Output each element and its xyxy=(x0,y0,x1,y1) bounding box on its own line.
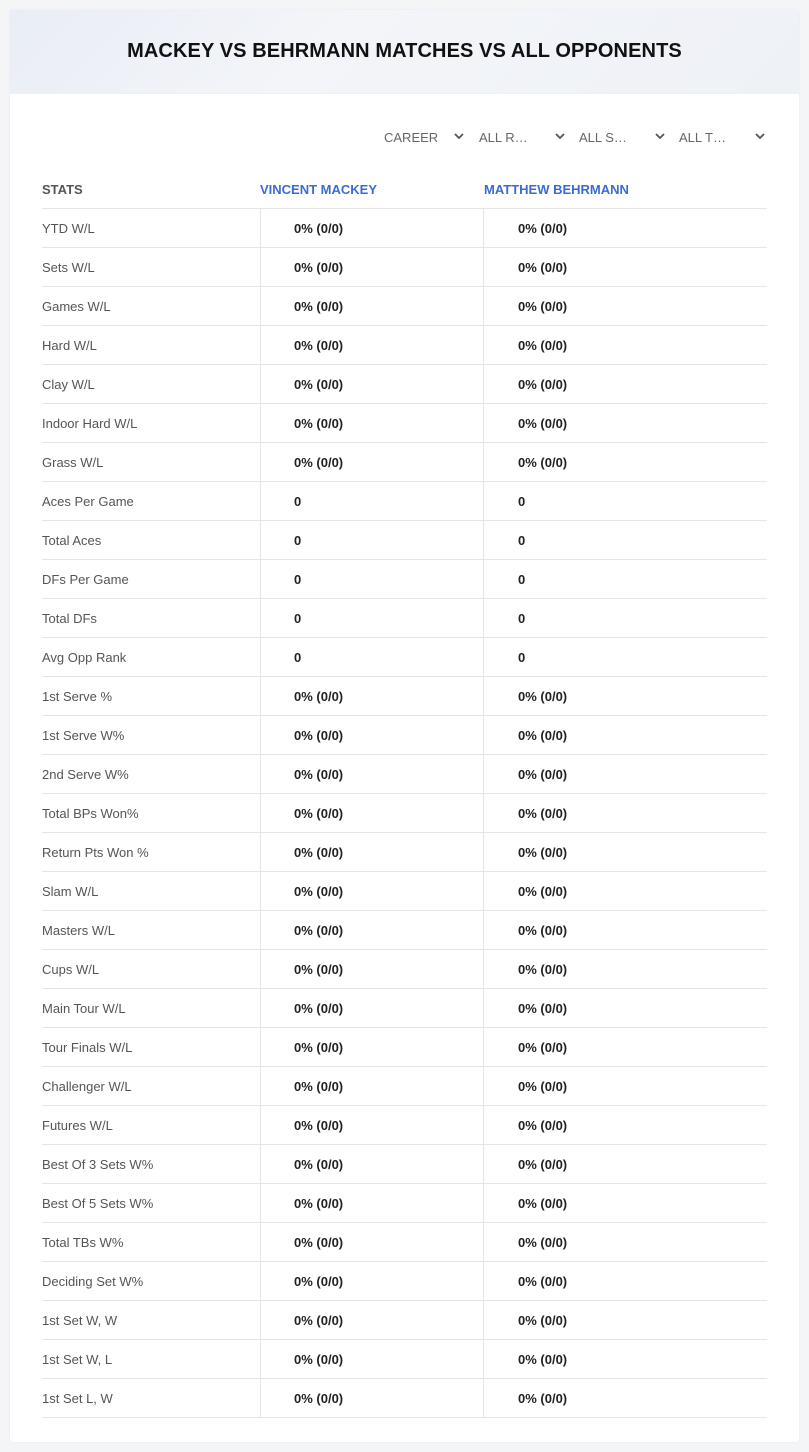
player2-value: 0% (0/0) xyxy=(483,1223,767,1261)
player2-value: 0% (0/0) xyxy=(483,911,767,949)
player1-link[interactable]: VINCENT MACKEY xyxy=(260,181,378,197)
table-row xyxy=(42,209,767,248)
player1-value: 0% (0/0) xyxy=(260,1028,484,1066)
player2-value: 0% (0/0) xyxy=(483,1262,767,1300)
player2-value: 0 xyxy=(483,521,767,559)
chevron-down-icon xyxy=(454,131,464,141)
row-label: 1st Set W, L xyxy=(42,1351,113,1367)
table-row xyxy=(42,1145,767,1184)
player1-value: 0% (0/0) xyxy=(260,911,484,949)
row-label: Games W/L xyxy=(42,298,111,314)
row-label: Total DFs xyxy=(42,610,97,626)
table-row xyxy=(42,1223,767,1262)
player1-value: 0% (0/0) xyxy=(260,443,484,481)
row-label: YTD W/L xyxy=(42,220,95,236)
career-filter[interactable] xyxy=(384,126,464,148)
round-filter[interactable] xyxy=(479,126,565,148)
stats-table xyxy=(42,169,767,1418)
table-row xyxy=(42,521,767,560)
player1-value: 0% (0/0) xyxy=(260,794,484,832)
player2-value: 0% (0/0) xyxy=(483,755,767,793)
player1-value: 0% (0/0) xyxy=(260,872,484,910)
player2-value: 0% (0/0) xyxy=(483,1145,767,1183)
table-header xyxy=(42,169,767,209)
player1-value: 0% (0/0) xyxy=(260,716,484,754)
player2-value: 0% (0/0) xyxy=(483,1067,767,1105)
player2-value: 0% (0/0) xyxy=(483,1340,767,1378)
table-row xyxy=(42,989,767,1028)
table-row xyxy=(42,638,767,677)
player2-value: 0% (0/0) xyxy=(483,404,767,442)
table-row xyxy=(42,833,767,872)
table-body xyxy=(42,209,767,1418)
player2-value: 0% (0/0) xyxy=(483,287,767,325)
round-filter-value: ALL R… xyxy=(479,129,528,145)
tournament-filter[interactable] xyxy=(679,126,765,148)
player2-value: 0% (0/0) xyxy=(483,794,767,832)
chevron-down-icon xyxy=(755,131,765,141)
row-label: Challenger W/L xyxy=(42,1078,132,1094)
player1-value: 0% (0/0) xyxy=(260,404,484,442)
player1-value: 0% (0/0) xyxy=(260,1145,484,1183)
row-label: Masters W/L xyxy=(42,922,115,938)
table-row xyxy=(42,1301,767,1340)
chevron-down-icon xyxy=(555,131,565,141)
player1-value: 0 xyxy=(260,599,484,637)
player2-value: 0% (0/0) xyxy=(483,1028,767,1066)
player1-value: 0% (0/0) xyxy=(260,1106,484,1144)
player1-value: 0% (0/0) xyxy=(260,287,484,325)
row-label: Indoor Hard W/L xyxy=(42,415,138,431)
row-label: Deciding Set W% xyxy=(42,1273,144,1289)
table-row xyxy=(42,1262,767,1301)
player2-value: 0% (0/0) xyxy=(483,443,767,481)
player2-value: 0% (0/0) xyxy=(483,872,767,910)
player1-value: 0% (0/0) xyxy=(260,1184,484,1222)
player1-value: 0% (0/0) xyxy=(260,1379,484,1417)
player1-value: 0% (0/0) xyxy=(260,1340,484,1378)
row-label: 1st Set L, W xyxy=(42,1390,113,1406)
player2-value: 0% (0/0) xyxy=(483,716,767,754)
row-label: Cups W/L xyxy=(42,961,100,977)
player2-value: 0 xyxy=(483,560,767,598)
player1-value: 0% (0/0) xyxy=(260,1262,484,1300)
player2-value: 0% (0/0) xyxy=(483,989,767,1027)
table-row xyxy=(42,326,767,365)
row-label: Total TBs W% xyxy=(42,1234,124,1250)
player1-value: 0% (0/0) xyxy=(260,833,484,871)
row-label: Tour Finals W/L xyxy=(42,1039,133,1055)
player2-value: 0 xyxy=(483,599,767,637)
row-label: DFs Per Game xyxy=(42,571,129,587)
chevron-down-icon xyxy=(655,131,665,141)
row-label: 2nd Serve W% xyxy=(42,766,129,782)
player1-value: 0% (0/0) xyxy=(260,677,484,715)
row-label: Total Aces xyxy=(42,532,102,548)
player1-value: 0% (0/0) xyxy=(260,365,484,403)
row-label: Clay W/L xyxy=(42,376,95,392)
player1-value: 0% (0/0) xyxy=(260,326,484,364)
page-title: MACKEY VS BEHRMANN MATCHES VS ALL OPPONENTS xyxy=(127,40,682,62)
row-label: Slam W/L xyxy=(42,883,99,899)
player1-value: 0% (0/0) xyxy=(260,1223,484,1261)
player2-value: 0% (0/0) xyxy=(483,1184,767,1222)
filter-bar xyxy=(10,126,799,148)
surface-filter-value: ALL S… xyxy=(579,129,627,145)
surface-filter[interactable] xyxy=(579,126,665,148)
player1-value: 0% (0/0) xyxy=(260,1301,484,1339)
row-label: Grass W/L xyxy=(42,454,104,470)
row-label: Best Of 5 Sets W% xyxy=(42,1195,154,1211)
table-row xyxy=(42,1184,767,1223)
row-label: Futures W/L xyxy=(42,1117,113,1133)
career-filter-value: CAREER xyxy=(384,129,439,145)
player2-value: 0% (0/0) xyxy=(483,365,767,403)
player2-value: 0 xyxy=(483,638,767,676)
player2-link[interactable]: MATTHEW BEHRMANN xyxy=(484,181,629,197)
table-row xyxy=(42,911,767,950)
player1-value: 0 xyxy=(260,638,484,676)
player1-value: 0% (0/0) xyxy=(260,1067,484,1105)
player2-value: 0% (0/0) xyxy=(483,950,767,988)
player2-value: 0% (0/0) xyxy=(483,1379,767,1417)
table-row xyxy=(42,1106,767,1145)
stats-card xyxy=(10,10,799,1442)
tournament-filter-value: ALL T… xyxy=(679,129,726,145)
player2-value: 0% (0/0) xyxy=(483,677,767,715)
player1-value: 0% (0/0) xyxy=(260,248,484,286)
player2-value: 0% (0/0) xyxy=(483,209,767,247)
row-label: Aces Per Game xyxy=(42,493,134,509)
table-row xyxy=(42,287,767,326)
table-row xyxy=(42,794,767,833)
row-label: 1st Set W, W xyxy=(42,1312,118,1328)
row-label: Best Of 3 Sets W% xyxy=(42,1156,154,1172)
player1-value: 0% (0/0) xyxy=(260,755,484,793)
row-label: Total BPs Won% xyxy=(42,805,139,821)
player1-value: 0% (0/0) xyxy=(260,989,484,1027)
player2-value: 0% (0/0) xyxy=(483,1106,767,1144)
card-header xyxy=(10,10,799,94)
row-label: Avg Opp Rank xyxy=(42,649,127,665)
player2-value: 0% (0/0) xyxy=(483,248,767,286)
player2-value: 0% (0/0) xyxy=(483,833,767,871)
player2-value: 0% (0/0) xyxy=(483,326,767,364)
row-label: Hard W/L xyxy=(42,337,97,353)
row-label: Main Tour W/L xyxy=(42,1000,126,1016)
player1-value: 0% (0/0) xyxy=(260,950,484,988)
player2-value: 0 xyxy=(483,482,767,520)
player1-value: 0% (0/0) xyxy=(260,209,484,247)
stats-column-header: STATS xyxy=(42,181,83,197)
table-row xyxy=(42,1379,767,1418)
table-row xyxy=(42,677,767,716)
player1-value: 0 xyxy=(260,560,484,598)
table-row xyxy=(42,950,767,989)
table-row xyxy=(42,1067,767,1106)
row-label: Sets W/L xyxy=(42,259,95,275)
table-row xyxy=(42,755,767,794)
table-row xyxy=(42,872,767,911)
table-row xyxy=(42,365,767,404)
table-row xyxy=(42,716,767,755)
table-row xyxy=(42,560,767,599)
player2-value: 0% (0/0) xyxy=(483,1301,767,1339)
table-row xyxy=(42,1340,767,1379)
row-label: Return Pts Won % xyxy=(42,844,149,860)
row-label: 1st Serve W% xyxy=(42,727,125,743)
table-row xyxy=(42,404,767,443)
player1-value: 0 xyxy=(260,482,484,520)
row-label: 1st Serve % xyxy=(42,688,113,704)
player1-value: 0 xyxy=(260,521,484,559)
table-row xyxy=(42,1028,767,1067)
table-row xyxy=(42,599,767,638)
table-row xyxy=(42,248,767,287)
table-row xyxy=(42,482,767,521)
table-row xyxy=(42,443,767,482)
